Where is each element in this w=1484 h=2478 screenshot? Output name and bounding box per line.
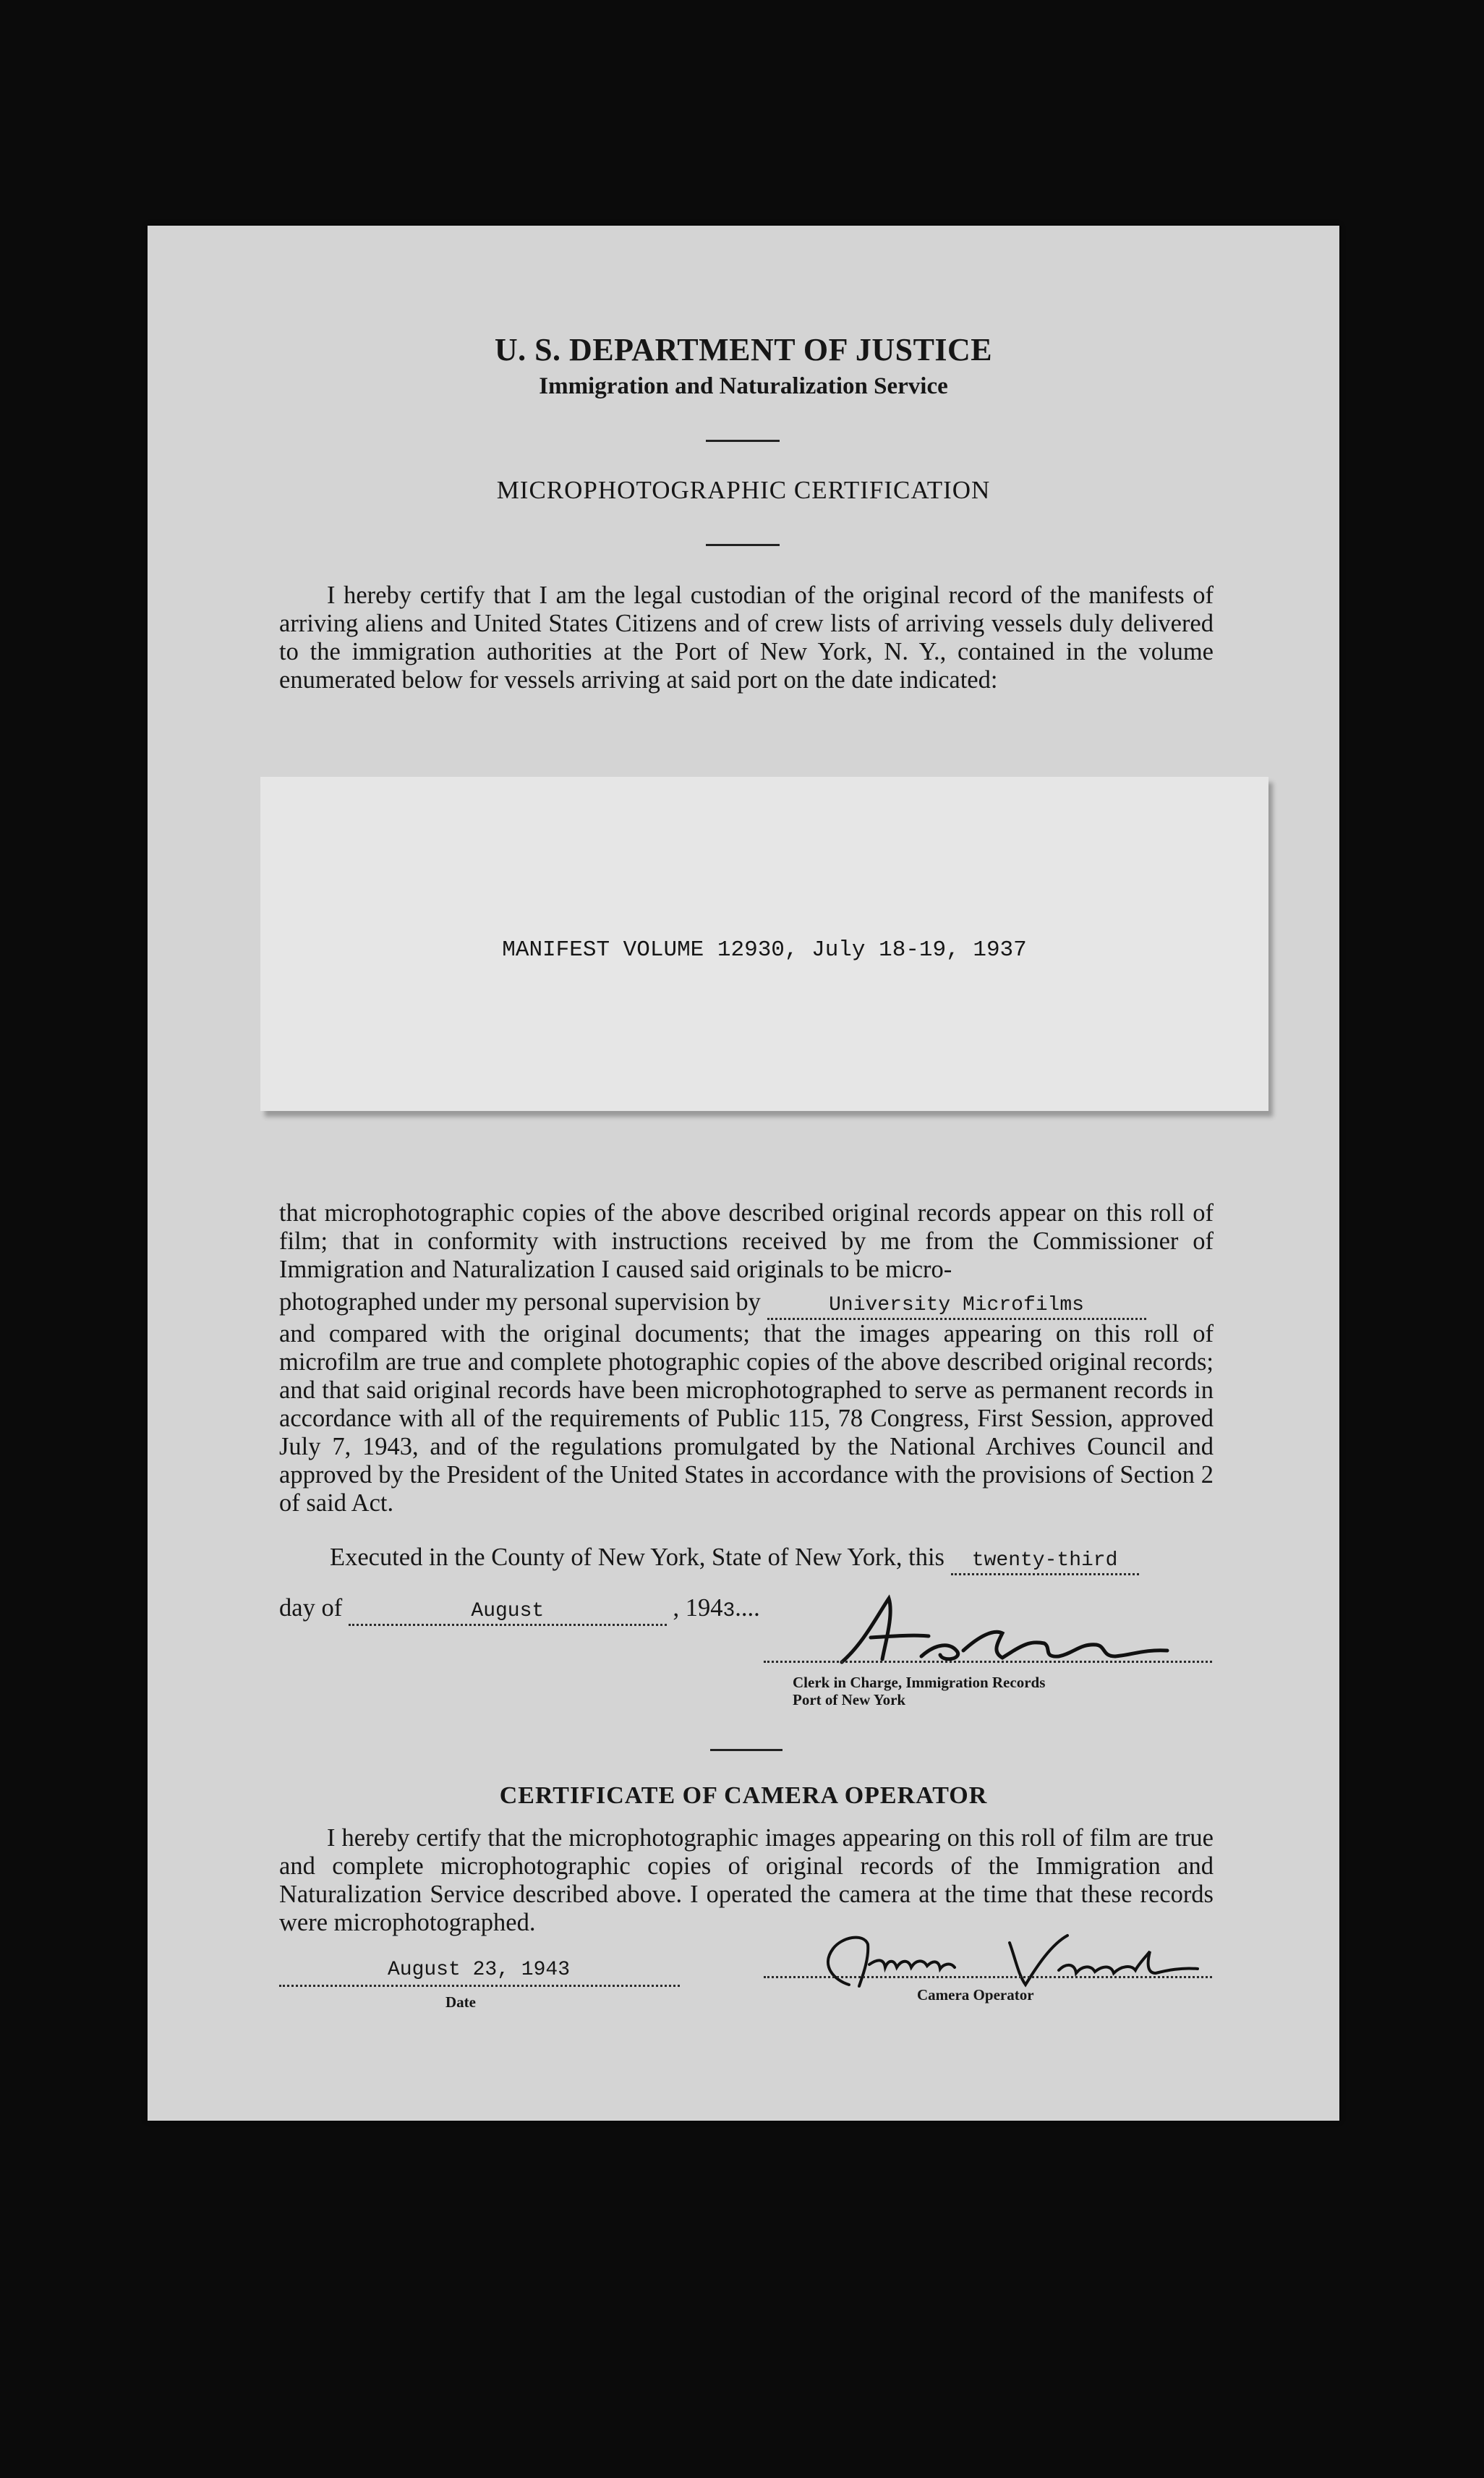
executed-prefix: Executed in the County of New York, State of New York, this bbox=[330, 1544, 944, 1571]
service-subtitle: Immigration and Naturalization Service bbox=[539, 373, 948, 399]
manifest-slip bbox=[260, 777, 1268, 1111]
clerk-caption-line1: Clerk in Charge, Immigration Records bbox=[793, 1674, 1046, 1691]
clerk-caption bbox=[793, 1674, 1045, 1708]
month-value: August bbox=[349, 1599, 667, 1626]
date-label: Date bbox=[445, 1993, 476, 2011]
intro-paragraph bbox=[279, 582, 1214, 694]
year-digit: 3 bbox=[722, 1600, 735, 1622]
divider bbox=[706, 440, 780, 442]
supervisor-name: University Microfilms bbox=[767, 1293, 1146, 1320]
divider bbox=[706, 544, 780, 546]
executed-line bbox=[330, 1544, 1139, 1575]
clerk-signature-line bbox=[764, 1661, 1212, 1663]
year-prefix: , 194 bbox=[673, 1594, 723, 1622]
day-of-label: day of bbox=[279, 1594, 343, 1622]
camera-operator-paragraph bbox=[279, 1824, 1214, 1937]
operation-date-value: August 23, 1943 bbox=[387, 1959, 571, 1981]
date-line-dotted bbox=[279, 1985, 680, 1987]
camera-operator-heading: CERTIFICATE OF CAMERA OPERATOR bbox=[499, 1782, 988, 1809]
divider bbox=[710, 1749, 782, 1751]
supervision-prefix: photographed under my personal supervision by bbox=[279, 1288, 761, 1316]
certification-heading: MICROPHOTOGRAPHIC CERTIFICATION bbox=[496, 476, 991, 504]
camera-operator-text: I hereby certify that the microphotographic images appearing on this roll of film are true and complete microphotographic copies of original records of the Immigration and Naturalization Service described above. I operated the camera at the time that these records were microphotographed. bbox=[279, 1824, 1214, 1936]
camera-operator-label: Camera Operator bbox=[917, 1986, 1034, 2004]
day-value: twenty-third bbox=[951, 1549, 1139, 1575]
body-text-part2: and compared with the original documents; that the images appearing on this roll of microfilm are true and complete photographic copies of the above described original records; and that said original records have been microphotographed to serve as permanent records in accordance with all of the requirements of Public 115, 78 Congress, First Session, approved July 7, 1943, and of the regulations promulgated by the National Archives Council and approved by the President of the United States in accordance with the provisions of Section 2 of said Act. bbox=[279, 1320, 1214, 1517]
camera-operator-signature bbox=[798, 1923, 1203, 1995]
clerk-caption-line2: Port of New York bbox=[793, 1691, 906, 1708]
dots: .... bbox=[735, 1594, 760, 1622]
body-paragraph bbox=[279, 1199, 1214, 1517]
certificate-sheet bbox=[148, 226, 1339, 2121]
supervision-line bbox=[279, 1288, 1214, 1320]
date-line bbox=[279, 1594, 760, 1626]
manifest-volume-text: MANIFEST VOLUME 12930, July 18-19, 1937 bbox=[502, 937, 1027, 963]
body-text-part1: that microphotographic copies of the above described original records appear on this roll of film; that in conformity with instructions received by me from the Commissioner of Immigration and Naturalization I caused said originals to be micro- bbox=[279, 1199, 1214, 1283]
intro-text: I hereby certify that I am the legal custodian of the original record of the manifests of arriving aliens and United States Citizens and of crew lists of arriving vessels duly delivered to the immigration authorities at the Port of New York, N. Y., contained in the volume enumerated below for vessels arriving at said port on the date indicated: bbox=[279, 582, 1214, 694]
department-title: U. S. DEPARTMENT OF JUSTICE bbox=[494, 332, 993, 367]
operator-signature-line bbox=[764, 1976, 1212, 1978]
